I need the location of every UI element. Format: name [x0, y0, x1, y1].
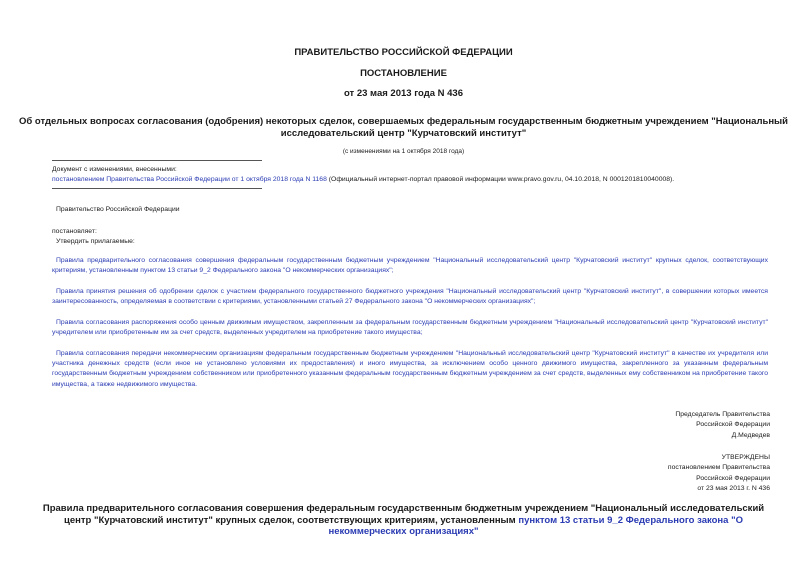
- changes-block: [52, 165, 772, 185]
- authority: Правительство Российской Федерации: [56, 206, 180, 213]
- document-title-line2: исследовательский центр "Курчатовский институт": [280, 127, 527, 139]
- changes-intro: Документ с изменениями, внесенными:: [52, 166, 177, 173]
- document-type: ПОСТАНОВЛЕНИЕ: [360, 68, 447, 79]
- rules-item-3[interactable]: Правила согласования распоряжения особо ценным движимым имуществом, закрепленным за федеральным государственным бюджетным учреждением "Национальный исследовательский центр "Курчатовский институт" учредителем или приобретенным им за счет средств, выделенных учредителем на приобретение такого имущества;: [52, 319, 768, 337]
- edition-note: (с изменениями на 1 октября 2018 года): [342, 148, 465, 155]
- rules-item-4[interactable]: Правила согласования передачи некоммерческим организациям федеральным государственным бюджетным учреждением "Национальный исследовательский центр "Курчатовский институт" в качестве их учредителя или участника денежных средств (если иное не установлено условиями их предоставления) и иного имущества, за исключением особо ценного движимого имущества, закрепленного за указанным федеральным государственным бюджетным учреждением собственником или приобретенного указанным федеральным государственным бюджетным учреждением за счет средств, выделенных ему собственником на приобретение такого имущества, а также недвижимого имущества.: [52, 350, 768, 388]
- rules-item-2[interactable]: Правила принятия решения об одобрении сделок с участием федерального государственного бюджетного учреждения "Национальный исследовательский центр "Курчатовский институт", в совершении которых имеется заинтересованность, определяемая в соответствии с критериями, установленными статьей 27 Федерального закона "О некоммерческих организациях";: [52, 288, 768, 306]
- rules-item-1[interactable]: Правила предварительного согласования совершения федеральным государственным бюджетным учреждением "Национальный исследовательский центр "Курчатовский институт" крупных сделок, соответствующих критериям, установленным пунктом 13 статьи 9_2 Федерального закона "О некоммерческих организациях";: [52, 257, 768, 275]
- approval-date: от 23 мая 2013 г. N 436: [697, 485, 770, 493]
- approval-block: [510, 453, 770, 495]
- approval-country: Российской Федерации: [696, 474, 770, 482]
- approval-stamp: УТВЕРЖДЕНЫ: [721, 454, 770, 461]
- rules-title: [40, 503, 767, 538]
- divider-top: [52, 160, 262, 161]
- decides-word: постановляет:: [52, 228, 97, 235]
- document-title-line1: Об отдельных вопросах согласования (одобрения) некоторых сделок, совершаемых федеральным государственным бюджетным учреждением "Национальный: [18, 116, 789, 127]
- signature-position: Председатель Правительства: [675, 411, 770, 418]
- signature-block: [510, 410, 770, 441]
- changes-line: [52, 175, 772, 185]
- government-heading: ПРАВИТЕЛЬСТВО РОССИЙСКОЙ ФЕДЕРАЦИИ: [294, 47, 513, 58]
- document-date-number: от 23 мая 2013 года N 436: [343, 88, 464, 99]
- signature-name: Д.Медведев: [731, 431, 770, 439]
- rules-title-text: Правила предварительного согласования совершения федеральным государственным бюджетным учреждением "Национальный исследовательский центр "Курчатовский институт" крупных сделок, соответствующих критериям, установленным: [42, 503, 765, 526]
- approval-by: постановлением Правительства: [667, 464, 770, 472]
- document-title: [0, 116, 807, 139]
- signature-country: Российской Федерации: [696, 421, 770, 429]
- approve-intro: Утвердить прилагаемые:: [56, 238, 135, 245]
- amendment-link[interactable]: постановлением Правительства Российской Федерации от 1 октября 2018 года N 1168: [52, 176, 327, 183]
- rules-title-law-link[interactable]: пунктом 13 статьи 9_2 Федерального закона "О некоммерческих организациях": [328, 514, 743, 537]
- divider-bottom: [52, 188, 262, 189]
- amendment-source: (Официальный интернет-портал правовой информации www.pravo.gov.ru, 04.10.2018, N 0001201810040008).: [326, 176, 675, 183]
